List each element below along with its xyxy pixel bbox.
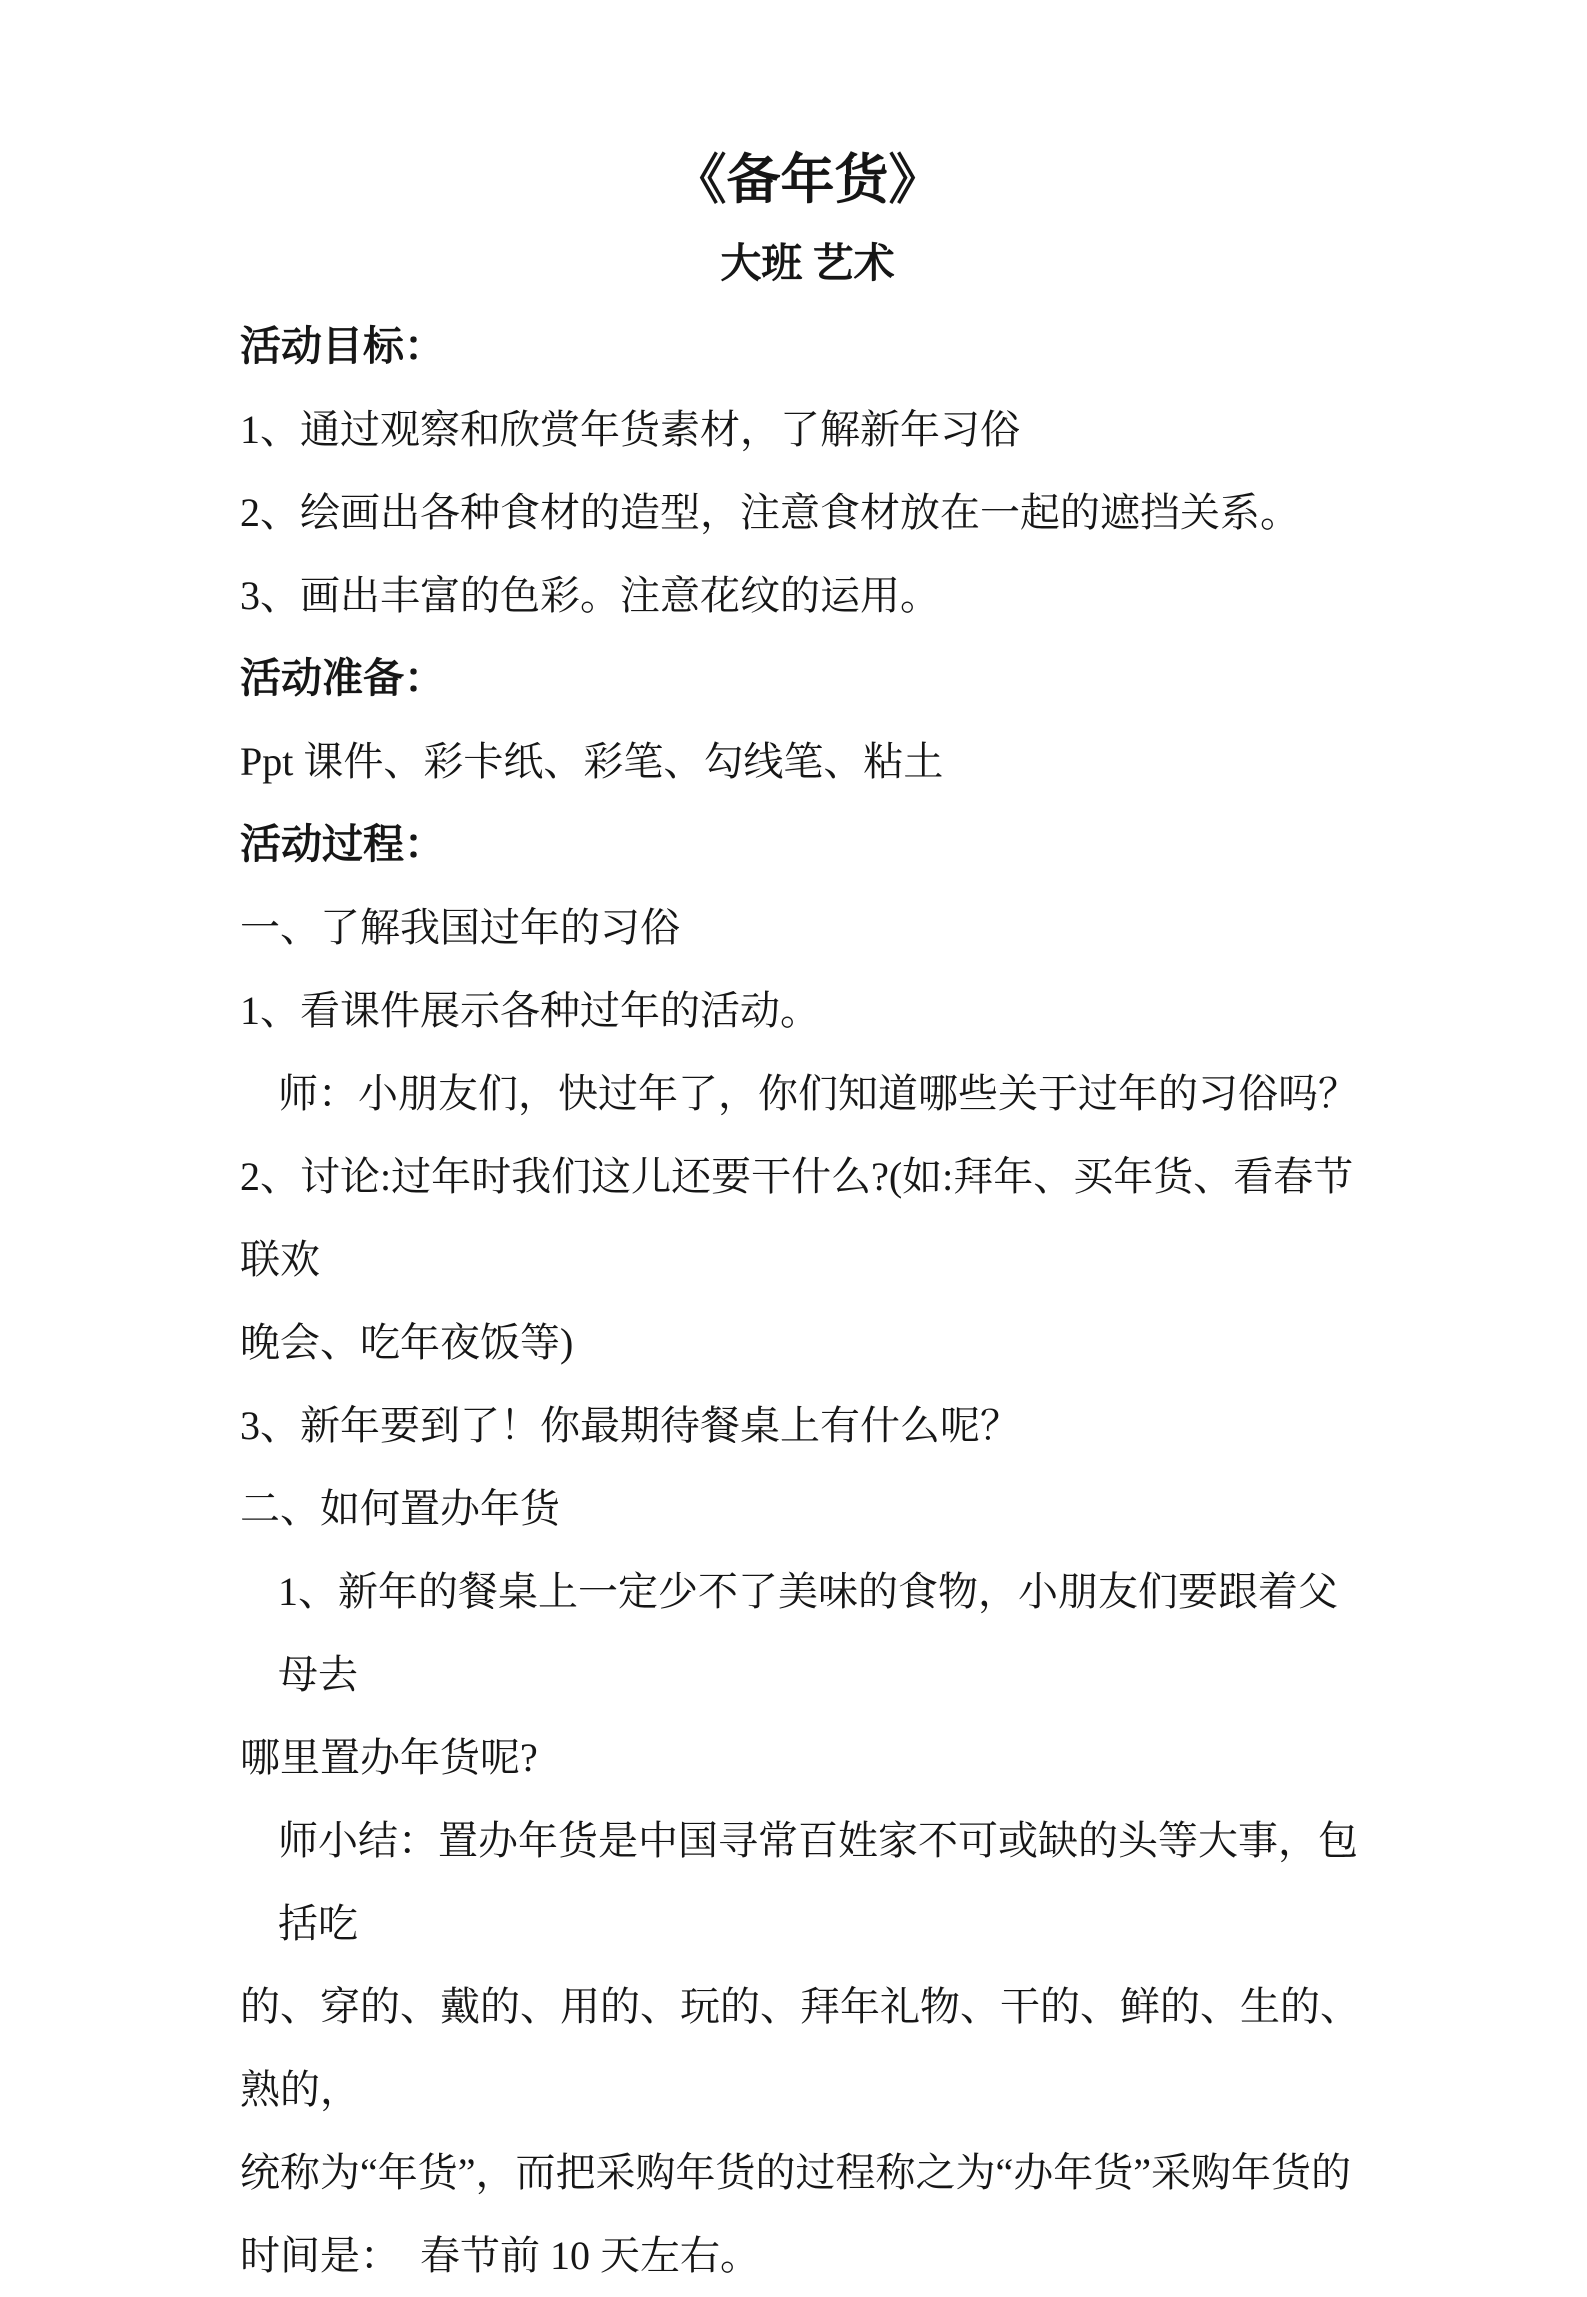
paragraph-line: 2、绘画出各种食材的造型，注意食材放在一起的遮挡关系。: [240, 490, 1300, 535]
paragraph-line: 2、讨论:过年时我们这儿还要干什么?(如:拜年、买年货、看春节联欢: [240, 1154, 1354, 1282]
paragraph-line: 3、画出丰富的色彩。注意花纹的运用。: [240, 573, 940, 618]
document-lines: [240, 305, 1375, 2297]
paragraph-line: 一、了解我国过年的习俗: [240, 905, 680, 950]
paragraph-line: 晚会、吃年夜饭等): [240, 1320, 574, 1365]
section-heading: 活动目标：: [240, 323, 445, 369]
paragraph-line: 哪里置办年货呢?: [240, 1735, 538, 1780]
paragraph-line: 1、通过观察和欣赏年货素材，了解新年习俗: [240, 407, 1020, 452]
paragraph-line: 统称为“年货”，而把采购年货的过程称之为“办年货”采购年货的: [240, 2150, 1352, 2195]
paragraph-line: 时间是： 春节前 10 天左右。: [240, 2233, 760, 2278]
paragraph-line: 师：小朋友们，快过年了，你们知道哪些关于过年的习俗吗？: [278, 1071, 1358, 1116]
document-content: [240, 139, 1375, 2297]
paragraph-line: 师小结：置办年货是中国寻常百姓家不可或缺的头等大事，包括吃: [278, 1818, 1358, 1946]
paragraph-line: 二、如何置办年货: [240, 1486, 560, 1531]
paragraph-line: 3、新年要到了！你最期待餐桌上有什么呢？: [240, 1403, 1020, 1448]
paragraph-line: Ppt 课件、彩卡纸、彩笔、勾线笔、粘土: [240, 739, 944, 784]
paragraph-line: 的、穿的、戴的、用的、玩的、拜年礼物、干的、鲜的、生的、熟的，: [240, 1984, 1360, 2112]
document-subtitle: 大班 艺术: [720, 240, 895, 286]
paragraph-line: 1、看课件展示各种过年的活动。: [240, 988, 820, 1033]
document-title: 《备年货》: [672, 150, 943, 210]
section-heading: 活动准备：: [240, 655, 445, 701]
section-heading: 活动过程：: [240, 821, 445, 867]
paragraph-line: 1、新年的餐桌上一定少不了美味的食物，小朋友们要跟着父母去: [278, 1569, 1338, 1697]
